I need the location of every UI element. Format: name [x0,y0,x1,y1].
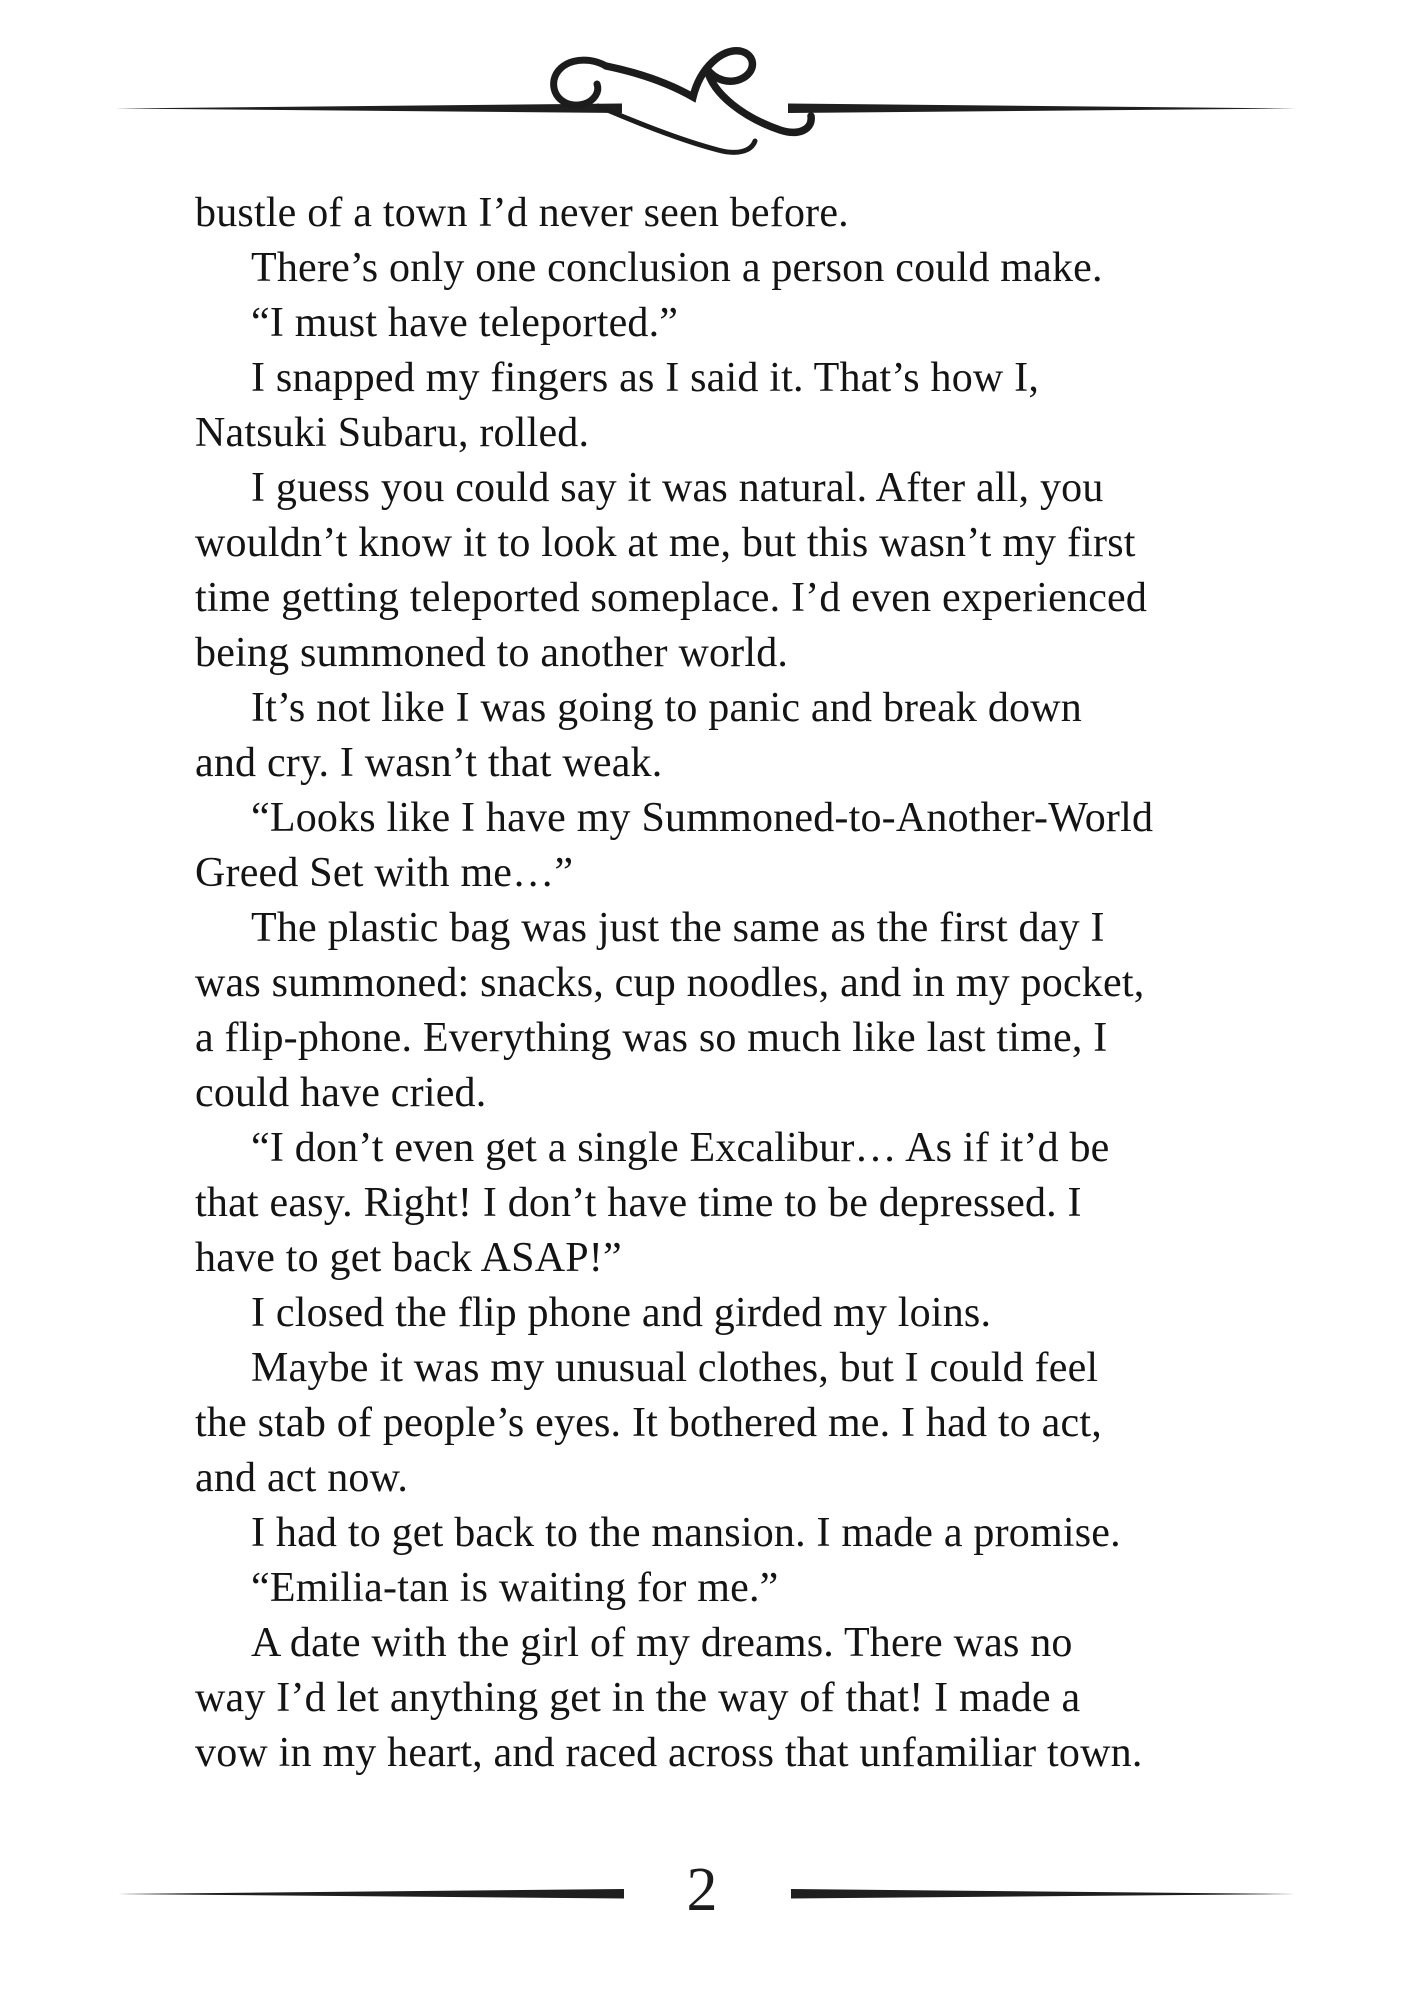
text-line: way I’d let anything get in the way of that! I made a [195,1675,1081,1721]
text-line: Natsuki Subaru, rolled. [195,410,590,456]
text-line: being summoned to another world. [195,630,789,676]
text-line: I guess you could say it was natural. After all, you [251,465,1104,511]
body-text [195,186,1280,1781]
text-line: bustle of a town I’d never seen before. [195,190,849,236]
text-line: was summoned: snacks, cup noodles, and in my pocket, [195,960,1145,1006]
header-rule-left [115,104,622,114]
text-line: a flip-phone. Everything was so much like last time, I [195,1015,1108,1061]
text-line: vow in my heart, and raced across that unfamiliar town. [195,1730,1143,1776]
text-line: Greed Set with me…” [195,850,574,896]
text-line: I closed the flip phone and girded my loins. [251,1290,992,1336]
flourish-icon [554,51,812,153]
text-line: “I don’t even get a single Excalibur… As if it’d be [251,1125,1110,1171]
page-number: 2 [686,1856,718,1924]
text-line: and cry. I wasn’t that weak. [195,740,663,786]
text-line: “Looks like I have my Summoned-to-Another-World [251,795,1154,841]
text-line: I had to get back to the mansion. I made a promise. [251,1510,1121,1556]
header-rule [115,104,1296,114]
header-divider [0,0,1404,170]
text-line: Maybe it was my unusual clothes, but I could feel [251,1345,1099,1391]
text-line: have to get back ASAP!” [195,1235,622,1281]
text-line: the stab of people’s eyes. It bothered me. I had to act, [195,1400,1102,1446]
text-line: could have cried. [195,1070,487,1116]
text-line: time getting teleported someplace. I’d even experienced [195,575,1148,621]
text-line: It’s not like I was going to panic and break down [251,685,1082,731]
text-line: A date with the girl of my dreams. There was no [251,1620,1073,1666]
text-line: There’s only one conclusion a person could make. [251,245,1103,291]
header-rule-right [788,104,1296,114]
text-line: I snapped my fingers as I said it. That’s how I, [251,355,1040,401]
text-line: “I must have teleported.” [251,300,679,346]
text-line: and act now. [195,1455,409,1501]
text-line: “Emilia-tan is waiting for me.” [251,1565,779,1611]
text-line: The plastic bag was just the same as the first day I [251,905,1105,951]
text-line: wouldn’t know it to look at me, but this wasn’t my first [195,520,1136,566]
text-line: that easy. Right! I don’t have time to be depressed. I [195,1180,1082,1226]
